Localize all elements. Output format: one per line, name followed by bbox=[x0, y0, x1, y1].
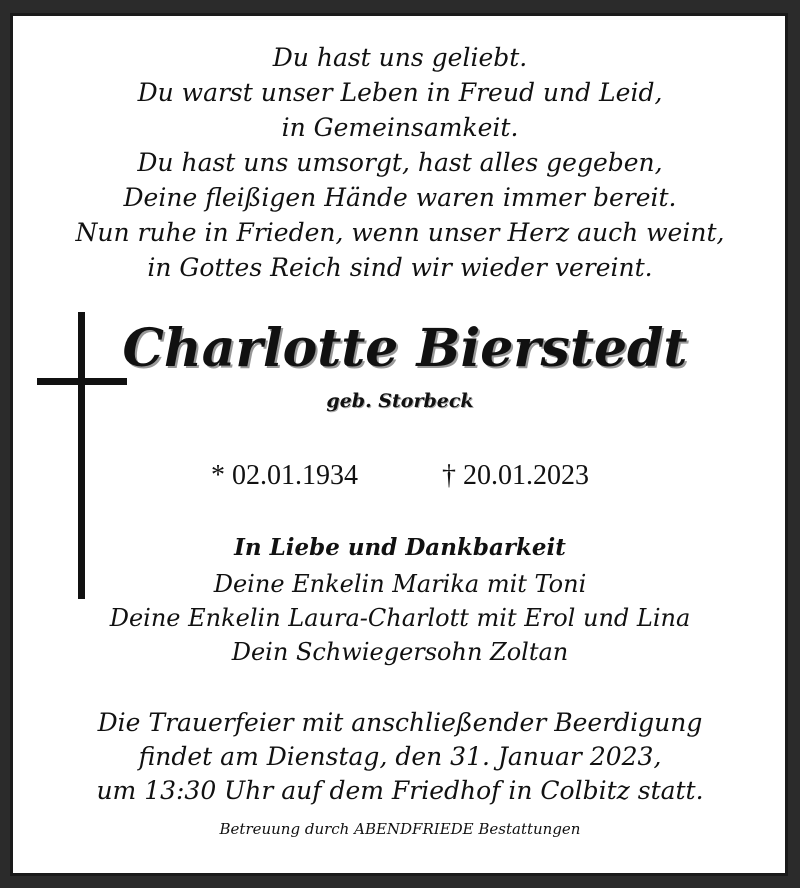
mourner-line: Dein Schwiegersohn Zoltan bbox=[231, 638, 569, 666]
poem-line: Deine fleißigen Hände waren immer bereit. bbox=[123, 183, 677, 212]
funeral-home-credit: Betreuung durch ABENDFRIEDE Bestattungen bbox=[219, 820, 581, 838]
ceremony-line: findet am Dienstag, den 31. Januar 2023, bbox=[138, 742, 662, 771]
poem-line: Du hast uns geliebt. bbox=[272, 43, 528, 72]
mourners-list bbox=[0, 567, 800, 669]
ceremony-line: um 13:30 Uhr auf dem Friedhof in Colbitz statt. bbox=[96, 776, 704, 805]
deceased-name: Charlotte Bierstedt bbox=[122, 318, 688, 379]
maiden-name: geb. Storbeck bbox=[326, 390, 474, 412]
poem-line: Du hast uns umsorgt, hast alles gegeben, bbox=[137, 148, 663, 177]
poem-line: in Gemeinsamkeit. bbox=[281, 113, 519, 142]
mourner-line: Deine Enkelin Laura-Charlott mit Erol und Lina bbox=[109, 604, 691, 632]
poem bbox=[0, 40, 800, 285]
ceremony-line: Die Trauerfeier mit anschließender Beerdigung bbox=[97, 708, 703, 737]
cross-bar bbox=[37, 378, 127, 385]
mourner-line: Deine Enkelin Marika mit Toni bbox=[213, 570, 587, 598]
poem-line: Du warst unser Leben in Freud und Leid, bbox=[137, 78, 663, 107]
ceremony-info bbox=[0, 706, 800, 808]
death-date: † 20.01.2023 bbox=[442, 460, 589, 491]
poem-line: Nun ruhe in Frieden, wenn unser Herz auch weint, bbox=[75, 218, 725, 247]
poem-line: in Gottes Reich sind wir wieder vereint. bbox=[147, 253, 653, 282]
life-dates bbox=[0, 460, 800, 492]
birth-date: * 02.01.1934 bbox=[211, 460, 358, 491]
mourners-heading: In Liebe und Dankbarkeit bbox=[234, 534, 566, 561]
